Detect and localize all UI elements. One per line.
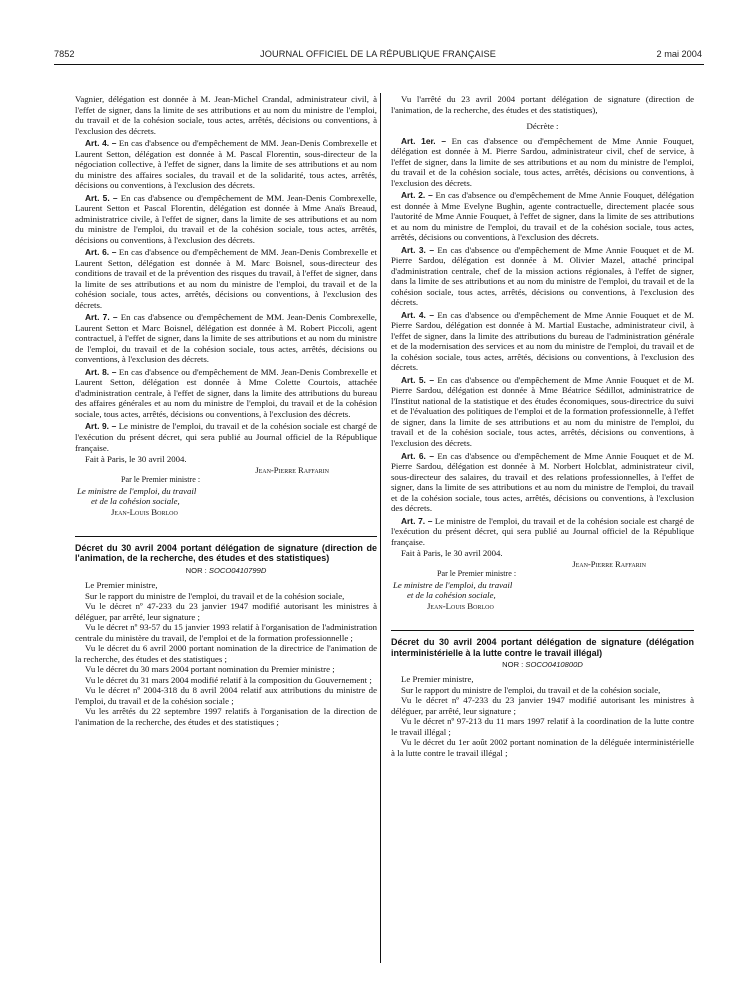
article-label: Art. 8. –	[85, 366, 117, 377]
article-8	[75, 367, 377, 420]
article-text: En cas d'absence ou d'empêchement de Mme Annie Fouquet et de M. Pierre Sardou, délégation est donnée à M. Martial Eustache, administrateur civil, à l'effet de signer, dans la limite des attributions du bureau de l'administration générale et de la modernisation des services et au nom du ministre de l'emploi, du travail et de la cohésion sociale, tous actes, arrêtés, décisions ou conventions, à l'exclusion des décrets.	[391, 309, 694, 373]
article-5	[391, 375, 694, 449]
article-7	[75, 312, 377, 365]
visa: Sur le rapport du ministre de l'emploi, du travail et de la cohésion sociale,	[85, 590, 345, 601]
article-label: Art. 7. –	[85, 312, 118, 323]
article-text: En cas d'absence ou d'empêchement de Mme Annie Fouquet et de M. Pierre Sardou, délégation est donnée à M. Olivier Mazel, attaché principal d'administration centrale, chef de la mission actions régionales, à l'effet de signer, dans la limite de ses attributions et au nom du ministre de l'emploi, du travail et de la cohésion sociale, tous actes, arrêtés, décisions ou conventions, à l'exclusion des décrets.	[391, 244, 694, 308]
article-text: Le ministre de l'emploi, du travail et de la cohésion sociale est chargé de l'exécution du présent décret, qui sera publié au Journal officiel de la République française.	[391, 515, 694, 547]
article-text: En cas d'absence ou d'empêchement de MM. Jean-Denis Combrexelle et Laurent Setton, délégation est donnée à M. Marc Boisnel, sous-directeur des conditions de travail et de la prévention des risques du travail, à l'effet de signer, dans la limite de ses attributions et au nom du ministre de l'emploi, du travail et de la cohésion sociale, tous actes, arrêtés, décisions ou conventions, à l'exclusion des décrets.	[75, 247, 377, 310]
article-label: Art. 7. –	[401, 515, 433, 526]
decree-header	[75, 536, 377, 576]
article-label: Art. 6. –	[85, 247, 117, 258]
article-label: Art. 5. –	[85, 192, 118, 203]
article-label: Art. 5. –	[401, 374, 435, 385]
decree-title: Décret du 30 avril 2004 portant délégation de signature (direction de l'animation, de la recherche, des études et des statistiques)	[75, 543, 377, 564]
nor-code: SOCO0410799D	[208, 565, 267, 575]
visa: Vu le décret du 31 mars 2004 modifié relatif à la composition du Gouvernement ;	[85, 674, 372, 685]
article-text: En cas d'absence ou d'empêchement de Mme Annie Fouquet et de M. Pierre Sardou, délégation est donnée à M. Norbert Holcblat, administrateur civil, sous-directeur des salaires, du travail et des relations professionnelles, à l'effet de signer, dans la limite de ses attributions et au nom du ministre de l'emploi, du travail et de la cohésion sociale, tous actes, arrêtés, décisions ou conventions, à l'exclusion des décrets.	[391, 450, 694, 514]
paragraph: Vagnier, délégation est donnée à M. Jean-Michel Crandal, administrateur civil, à l'effet de signer, dans la limite de ses attributions et au nom du ministre de l'emploi, du travail et de la cohésion sociale, tous actes, arrêtés, décisions ou conventions, à l'exclusion des décrets.	[75, 94, 377, 136]
signatory-name: Jean-Pierre Raffarin	[255, 464, 329, 475]
visa: Vu le décret nº 97-213 du 11 mars 1997 relatif à la coordination de la lutte contre le travail illégal ;	[391, 716, 694, 737]
signature-place-date: Fait à Paris, le 30 avril 2004.	[401, 548, 503, 559]
left-column	[75, 94, 377, 727]
visa: Vu le décret nº 47-233 du 23 janvier 1947 modifié autorisant les ministres à déléguer, par arrêté, leur signature ;	[391, 695, 694, 716]
visa: Vu le décret nº 93-57 du 15 janvier 1993 relatif à l'organisation de l'administration centrale du ministère du travail, de l'emploi et de la formation professionnelle ;	[75, 622, 377, 643]
signature-mention: Par le Premier ministre :	[437, 569, 517, 579]
visa: Le Premier ministre,	[85, 580, 158, 591]
minister-title-line-1: Le ministre de l'emploi, du travail	[393, 579, 513, 590]
minister-name: Jean-Louis Borloo	[427, 600, 494, 611]
nor-code: SOCO0410800D	[525, 659, 583, 669]
visa: Vu le décret du 1er août 2002 portant nomination de la déléguée interministérielle à la lutte contre le travail illégal ;	[391, 737, 694, 758]
article-text: En cas d'absence ou d'empêchement de Mme Annie Fouquet, délégation est donnée à M. Pierre Sardou, administrateur civil, chef de service, à l'effet de signer, dans la limite de ses attributions et au nom du ministre de l'emploi, du travail et de la cohésion sociale, tous actes, arrêtés, décisions ou conventions, à l'exclusion des décrets.	[391, 135, 694, 188]
decree-header	[391, 630, 694, 670]
article-text: En cas d'absence ou d'empêchement de MM. Jean-Denis Combrexelle, Laurent Setton et Marc Boisnel, délégation est donnée à M. Robert Piccoli, agent contractuel, à l'effet de signer, dans la limite de ses attributions et au nom du ministre de l'emploi, du travail et de la cohésion sociale, tous actes, arrêtés, décisions ou conventions, à l'exclusion des décrets.	[75, 312, 377, 365]
issue-date: 2 mai 2004	[656, 49, 702, 59]
article-label: Art. 3. –	[401, 244, 435, 255]
article-label: Art. 2. –	[401, 190, 433, 201]
article-text: En cas d'absence ou d'empêchement de MM. Jean-Denis Combrexelle et Laurent Setton, délégation est donnée à M. Pascal Florentin, sous-directeur de la négociation collective, à l'effet de signer, dans la limite de ses attributions et au nom du ministre des affaires sociales, du travail et de la solidarité, tous actes, arrêtés, décisions ou conventions, à l'exclusion des décrets.	[75, 138, 377, 191]
visa: Vu l'arrêté du 23 avril 2004 portant délégation de signature (direction de l'animation, de la recherche, des études et des statistiques),	[391, 94, 694, 115]
visa: Sur le rapport du ministre de l'emploi, du travail et de la cohésion sociale,	[401, 684, 661, 695]
article-2	[391, 190, 694, 243]
article-7	[391, 516, 694, 548]
article-3	[391, 245, 694, 308]
article-9	[75, 421, 377, 453]
decree-title: Décret du 30 avril 2004 portant délégation de signature (délégation interministérielle à la lutte contre le travail illégal)	[391, 637, 694, 658]
minister-title-line-2: et de la cohésion sociale,	[407, 590, 496, 601]
page-number: 7852	[54, 49, 75, 59]
visa: Vu le décret du 30 mars 2004 portant nomination du Premier ministre ;	[85, 664, 335, 675]
article-text: En cas d'absence ou d'empêchement de Mme Annie Fouquet, délégation est donnée à Mme Evelyne Bughin, agente contractuelle, directement placée sous l'autorité de Mme Annie Fouquet, à l'effet de signer, dans la limite de ses attributions et au nom du ministre de l'emploi, du travail et de la cohésion sociale, tous actes, arrêtés, décisions ou conventions, à l'exclusion des décrets.	[391, 190, 694, 243]
article-4	[391, 310, 694, 373]
article-5	[75, 193, 377, 246]
article-4	[75, 138, 377, 191]
visa: Vu le décret du 6 avril 2000 portant nomination de la directrice de l'animation de la recherche, des études et des statistiques ;	[75, 643, 377, 664]
article-6	[75, 247, 377, 310]
article-label: Art. 6. –	[401, 450, 435, 461]
nor-label: NOR :	[185, 565, 209, 575]
nor-reference	[75, 566, 377, 577]
visa: Vu le décret nº 47-233 du 23 janvier 1947 modifié autorisant les ministres à déléguer, par arrêté, leur signature ;	[75, 601, 377, 622]
nor-reference	[391, 660, 694, 671]
visa: Vu les arrêtés du 22 septembre 1997 relatifs à l'organisation de la direction de l'animation de la recherche, des études et des statistiques ;	[75, 706, 377, 727]
column-divider	[380, 93, 381, 963]
article-label: Art. 9. –	[85, 421, 117, 432]
article-label: Art. 1er. –	[401, 135, 447, 146]
decrete-heading: Décrète :	[526, 121, 559, 132]
article-label: Art. 4. –	[85, 138, 117, 149]
visa: Vu le décret nº 2004-318 du 8 avril 2004 relatif aux attributions du ministre de l'emploi, du travail et de la cohésion sociale ;	[75, 685, 377, 706]
article-text: En cas d'absence ou d'empêchement de MM. Jean-Denis Combrexelle, Laurent Setton et Pascal Florentin, délégation est donnée à Mme Anaïs Breaud, administratrice civile, à l'effet de signer, dans la limite de ses attributions et au nom du ministre de l'emploi, du travail et de la cohésion sociale, tous actes, arrêtés, décisions ou conventions, à l'exclusion des décrets.	[75, 192, 377, 245]
article-text: En cas d'absence ou d'empêchement de Mme Annie Fouquet et de M. Pierre Sardou, délégation est donnée à Mme Béatrice Sédillot, administratrice de l'Institut national de la statistique et des études économiques, sous-directrice du suivi et de l'évaluation des politiques de l'emploi et de la formation professionnelle, à l'effet de signer, dans la limite de ses attributions et au nom du ministre de l'emploi, du travail et de la cohésion sociale, tous actes, arrêtés, décisions ou conventions, à l'exclusion des décrets.	[391, 374, 694, 448]
journal-title: JOURNAL OFFICIEL DE LA RÉPUBLIQUE FRANÇAISE	[260, 49, 496, 59]
signature-place-date: Fait à Paris, le 30 avril 2004.	[85, 454, 187, 465]
minister-title-line-1: Le ministre de l'emploi, du travail	[77, 485, 197, 496]
signatory-name: Jean-Pierre Raffarin	[572, 558, 646, 569]
right-column	[391, 94, 694, 758]
article-text: Le ministre de l'emploi, du travail et de la cohésion sociale est chargé de l'exécution du présent décret, qui sera publié au Journal officiel de la République française.	[75, 421, 377, 453]
minister-name: Jean-Louis Borloo	[111, 506, 178, 517]
page-header	[54, 49, 702, 63]
signature-mention: Par le Premier ministre :	[121, 475, 201, 485]
article-text: En cas d'absence ou d'empêchement de MM. Jean-Denis Combrexelle et Laurent Setton, délégation est donnée à Mme Colette Courtois, attachée d'administration centrale, à l'effet de signer, dans la limite des attributions du bureau des affaires générales et au nom du ministre de l'emploi, du travail et de la cohésion sociale, tous actes, arrêtés, décisions ou conventions, à l'exclusion des décrets.	[75, 366, 377, 419]
header-rule	[54, 64, 704, 65]
article-6	[391, 451, 694, 514]
article-1	[391, 136, 694, 189]
visa: Le Premier ministre,	[401, 674, 474, 685]
article-label: Art. 4. –	[401, 309, 435, 320]
minister-title-line-2: et de la cohésion sociale,	[91, 496, 180, 507]
nor-label: NOR :	[502, 659, 526, 669]
